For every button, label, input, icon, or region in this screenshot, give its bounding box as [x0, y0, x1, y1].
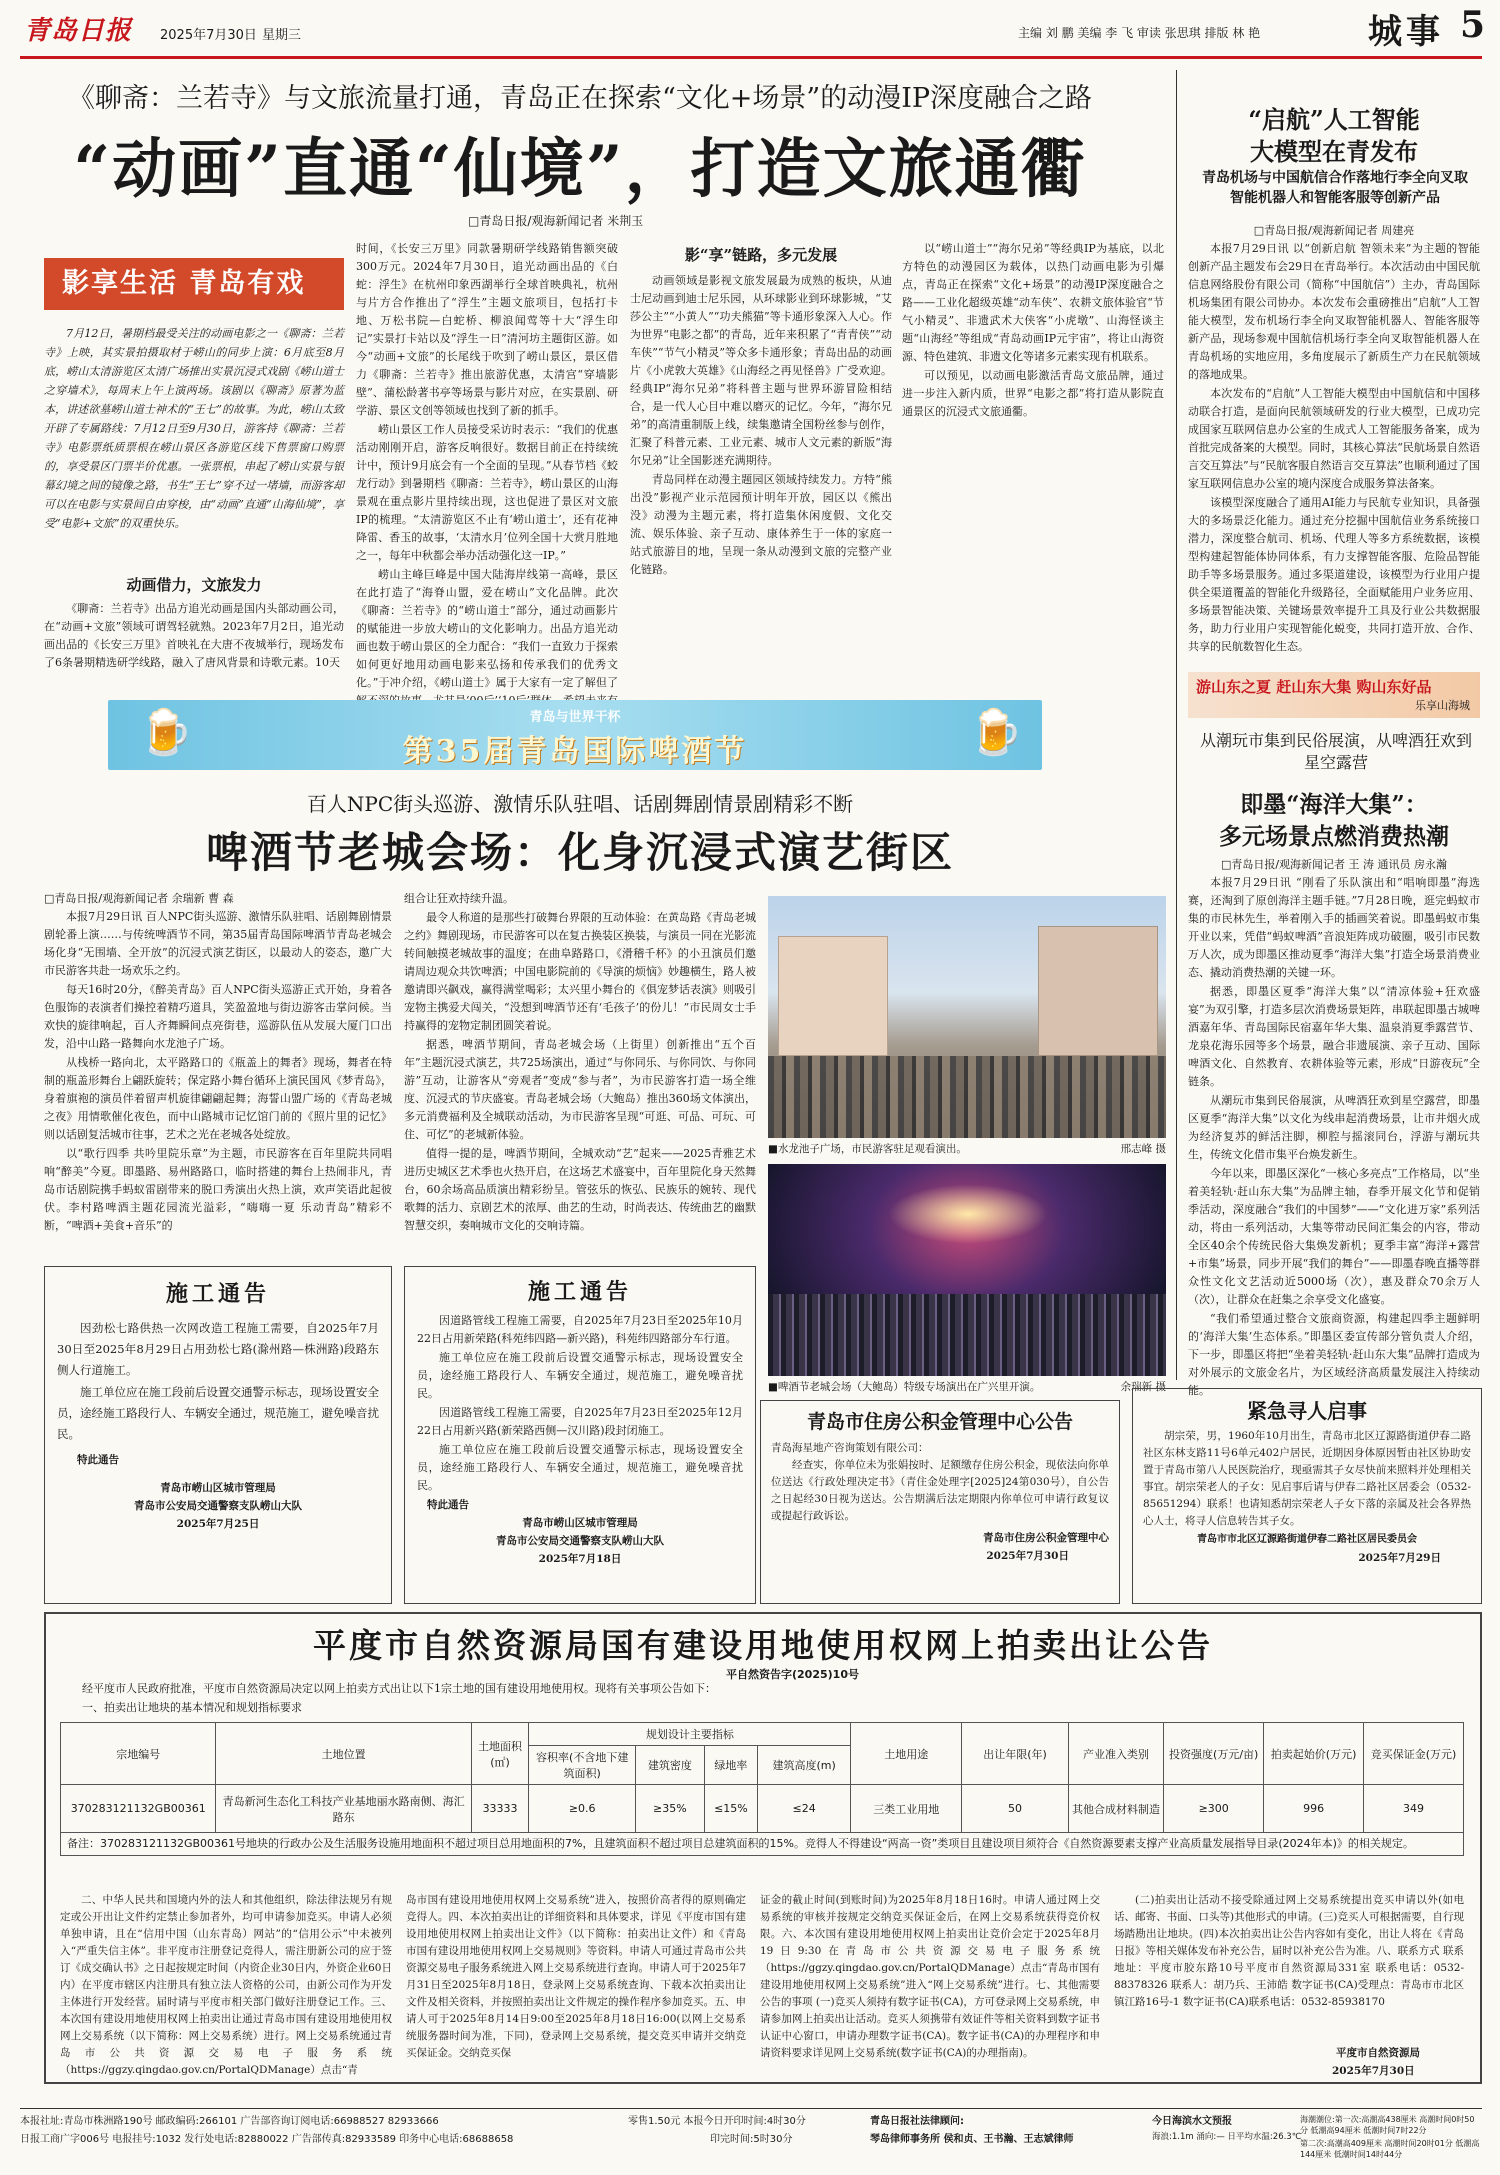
th-far: 容积率(不含地下建筑面积)	[529, 1746, 636, 1785]
lead-sub1: 动画借力，文旅发力	[126, 576, 262, 594]
notice-2-org1: 青岛市崂山区城市管理局	[522, 1517, 638, 1529]
beer-kicker: 百人NPC街头巡游、激情乐队驻唱、话剧舞剧情景剧精彩不断	[306, 792, 854, 816]
ai-byline: □青岛日报/观海新闻记者 周建亮	[1253, 224, 1415, 237]
td-use: 三类工业用地	[851, 1785, 962, 1833]
lead-p4: 崂山主峰巨峰是中国大陆海岸线第一高峰，景区在此打造了“海脊山盟，爱在崂山”文化品牌。此次《聊斋：兰若寺》的“崂山道士”部分，通过动画影片的赋能进一步放大崂山的文化影响力。出品方追光动画也数于崂山景区的全力配合：“我们一直致力于探索如何更好地用动画电影来弘扬和传承我们的优秀文化。”于冲介绍，《崂山道士》属于大家有一定了解但了	[356, 568, 618, 689]
market-headline-2: 多元场景点燃消费热潮	[1219, 823, 1449, 850]
beer-banner	[108, 700, 1042, 770]
lead-intro-text: 7月12日，暑期档最受关注的动画电影之一《聊斋：兰若寺》上映，其实景拍摄取材于崂山的同步上演：6月底至8月底，崂山太清游览区太清广场推出实景沉浸式戏剧《崂山道士之穿墙术》，每周末上午上演两场。该剧以《聊斋》原著为蓝本，讲述欲墓崂山道士神术的“王七”的故事。为此，崂山太致开辟了专属路线：7月12日至9月30日，游客持《聊斋：兰若寺》电影票纸质票根在崂山景区各游览区线下售票窗口购票的，享受景区门票半价优惠。一张票根，串起了崂山实景与银幕幻境之间的镜像之路，书生“王七”穿不过一堵墙，而游客却可以在电影与实景间自由穿梭，由“动画”直通“山海仙境”，享受“电影+文旅”的双重快乐。	[44, 327, 344, 530]
th-invest: 投资强度(万元/亩)	[1164, 1723, 1264, 1785]
th-industry: 产业准入类别	[1068, 1723, 1163, 1785]
lead-col3	[630, 240, 892, 700]
td-deposit: 349	[1364, 1785, 1464, 1833]
beer-p7: 据悉，啤酒节期间，青岛老城会场（上街里）创新推出“五个百年”主题沉浸式演艺，共725场演出，通过“与你同乐、与你同饮、与你同游”互动，让游客从“旁观者”变成“参与者”，为市民游客打造一场全维度、沉浸式的节庆盛宴。青岛老城会场（大鲍岛）推出360场文体演出，多元消费福利及全城联动活动，为市民游客呈现“可逛、可品、可玩、可住、可忆”的老城新体验。	[404, 1038, 756, 1141]
beer-headline: 啤酒节老城会场：化身沉浸式演艺街区	[205, 828, 954, 877]
notice-construction-2	[404, 1266, 756, 1604]
th-code: 宗地编号	[61, 1723, 216, 1785]
lead-p1: 《聊斋：兰若寺》出品方追光动画是国内头部动画公司，在“动画+文旅”领域可谓驾轻就熟。2023年7月2日，追光动画出品的《长安三万里》首映礼在大唐不夜城举行，现场发布了6条暑期精选研学线路，融入了唐风背景和诗歌元素。10天	[44, 602, 344, 669]
masthead-logo: 青岛日报	[24, 16, 133, 46]
beer-banner-main: 第35届青岛国际啤酒节	[402, 734, 748, 769]
masthead-weekday: 星期三	[262, 28, 302, 43]
footer-tides-1: 海潮潮位:第一次:高潮高438厘米 高潮时间0时50分 低潮高94厘米 低潮时间7时22分	[1300, 2115, 1475, 2135]
ai-headline-2: 大模型在青发布	[1250, 137, 1418, 166]
notice-3-body	[771, 1440, 1109, 1525]
notice-2-body	[417, 1312, 743, 1495]
footer-pr-2: 琴岛律师事务所 侯和贞、王书瀚、王志斌律师	[870, 2134, 1074, 2145]
auction-number: 平自然资告字(2025)10号	[726, 1668, 859, 1681]
ai-headline-1: “启航”人工智能	[1248, 105, 1420, 134]
auction-intro-text: 经平度市人民政府批准，平度市自然资源局决定以网上拍卖方式出让以下1宗土地的国有建设用地使用权。现将有关事项公告如下：	[82, 1682, 716, 1695]
shandong-banner-text: 游山东之夏 赶山东大集 购山东好品	[1196, 678, 1432, 696]
beer-byline: □青岛日报/观海新闻记者 余瑞新 曹 森	[44, 892, 234, 905]
notice-4-date: 2025年7月29日	[1358, 1552, 1441, 1564]
footer-mid-2: 印完时间:5时30分	[710, 2134, 793, 2145]
auction-col3	[760, 1892, 1100, 2080]
th-start: 拍卖起始价(万元)	[1264, 1723, 1364, 1785]
notice-2-p3: 因道路管线工程施工需要，自2025年7月23日至2025年12月22日占用新兴路(新荣路西侧—汉川路)段封闭施工。	[417, 1406, 743, 1437]
beer-p8: 值得一提的是，啤酒节期间，全城欢动“艺”起来——2025青雅艺术进历史城区艺术季也火热开启，在这场艺术盛宴中，百年里院化身天然舞台，60余场高品质演出精彩纷呈。管弦乐的恢弘、民族乐的婉转、现代歌舞的活力、京剧艺术的浓厚、曲艺的生动，时尚表达、传统曲艺的幽默智慧交织，奏响城市文化的交响诗篇。	[404, 1147, 756, 1232]
th-loc: 土地位置	[216, 1723, 471, 1785]
notice-1-label: 特此通告	[77, 1454, 119, 1466]
right-column-divider	[1176, 70, 1177, 1380]
shandong-banner-sub: 乐享山海城	[1415, 699, 1470, 712]
market-p5: “我们希望通过整合文旅商资源，构建起四季主题鲜明的‘海洋大集’生态体系。”即墨区委宣传部分管负责人介绍，下一步，即墨区将把“坐着美轻轨·赶山东大集”品牌打造成为对外展示的文旅金名片，为区域经济高质量发展注入持续动能。	[1188, 1312, 1480, 1397]
ai-p2: 本次发布的“启航”人工智能大模型由中国航信和中国移动联合打造，是面向民航领域研发的行业大模型，已成功完成国家互联网信息办公室的生成式人工智能服务备案，成为首批完成备案的大模型。同时，其核心算法“民航场景自然语言交互算法”与“民航客服自然语言交互算法”也顺利通过了国家互联网信息办公室的境内深度合成服务算法备案。	[1188, 387, 1480, 490]
lead-col1	[44, 600, 344, 696]
lead-kicker: 《聊斋：兰若寺》与文旅流量打通，青岛正在探索“文化+场景”的动漫IP深度融合之路	[67, 83, 1093, 114]
market-byline: □青岛日报/观海新闻记者 王 涛 通讯员 房永瀚	[1220, 858, 1448, 871]
auction-intro	[60, 1680, 1460, 1717]
th-area: 土地面积(㎡)	[471, 1723, 529, 1785]
footer-left-1: 本报社址:青岛市株洲路190号 邮政编码:266101 广告部咨询订阅电话:66988527 82933666	[20, 2116, 439, 2127]
notice-4-title: 紧急寻人启事	[1247, 1399, 1367, 1423]
notice-2-p4: 施工单位应在施工段前后设置交通警示标志，现场设置安全员，途经施工路段行人、车辆安全通过，规范施工，避免噪音扰民。	[417, 1443, 743, 1492]
beer-photo-2-caption	[768, 1380, 1166, 1395]
td-code: 370283121132GB00361	[61, 1785, 216, 1833]
beer-photo-1-caption	[768, 1142, 1166, 1157]
td-height: ≤24	[758, 1785, 851, 1833]
beer-p2: 每天16时20分，《醉美青岛》百人NPC街头巡游正式开始，身着各色服饰的表演者们操控着精巧道具，笑盈盈地与街边游客击掌问候。当欢快的旋律响起，百人齐舞瞬间点亮街巷，巡游队伍从发展大厦门口出发，沿中山路一路舞向水龙池子广场。	[44, 983, 392, 1050]
auction-table-wrap	[60, 1722, 1464, 1856]
auction-org: 平度市自然资源局	[1336, 2047, 1420, 2059]
td-density: ≥35%	[635, 1785, 704, 1833]
notice-1-p2: 施工单位应在施工段前后设置交通警示标志，现场设置安全员，途经施工路段行人、车辆安全通过，规范施工，避免噪音扰民。	[57, 1385, 379, 1441]
market-headline-1: 即墨“海洋大集”：	[1240, 791, 1428, 818]
notice-4-body	[1143, 1428, 1471, 1530]
beer-p1: 本报7月29日讯 百人NPC街头巡游、激情乐队驻唱、话剧舞剧情景剧轮番上演……与传统啤酒节不同，第35届青岛国际啤酒节青岛老城会场化身“无围墙、全开放”的沉浸式演艺街区，以最动人的姿态，邀广大市民游客共赴一场欢乐之约。	[44, 910, 392, 977]
td-years: 50	[962, 1785, 1069, 1833]
lead-p8: 可以预见，以动画电影激活青岛文旅品牌，通过进一步注入新内质，世界“电影之都”将打造从影院直通景区的沉浸式文旅通衢。	[902, 369, 1164, 418]
td-start: 996	[1264, 1785, 1364, 1833]
beer-col1	[44, 890, 392, 1256]
notice-3-p1: 经查实，你单位未为张娟按时、足额缴存住房公积金，现依法向你单位送达《行政处理决定书》（青住金处理字[2025]24第030号），自公告之日起经30日视为送达。公告期满后法定期限内你单位可申请行政复议或提起行政诉讼。	[771, 1459, 1109, 1522]
crowd	[768, 1056, 1166, 1138]
masthead-rule	[20, 56, 1482, 59]
notice-missing-person	[1132, 1388, 1482, 1604]
beer-p5: 组合让狂欢持续升温。	[404, 892, 514, 905]
notice-1-org2: 青岛市公安局交通警察支队崂山大队	[134, 1500, 302, 1512]
beer-p6: 最令人称道的是那些打破舞台界限的互动体验：在黄岛路《青岛老城之约》舞剧现场，市民游客可以在复古换装区换装，与演员一同在光影流转间触摸老城故事的温度；在曲阜路路口，《滑稽千杯》的小丑演员们邀请周边观众共饮啤酒；中国电影院前的《导演的烦恼》妙趣横生，路人被邀请即兴飙戏，赢得满堂喝彩；太兴里小舞台的《俱宠梦话表演》则吸引宠物主携爱犬闯关，“没想到啤酒节还有‘毛孩子’的份儿！”市民周女士手持赢得的宠物定制团圆笑着说。	[404, 911, 756, 1032]
shandong-banner	[1188, 672, 1480, 718]
footer-rule	[20, 2108, 1482, 2109]
auction-date: 2025年7月30日	[1332, 2065, 1415, 2077]
footer-pr-1: 青岛日报社法律顾问:	[870, 2116, 964, 2127]
lead-p7: 以“崂山道士”“海尔兄弟”等经典IP为基底，以北方特色的动漫园区为载体，以热门动画电影为引爆点，青岛正在探索“文化+场景”的动漫IP深度融合之路——工业化超级英雄“动车侠”、农耕文旅体验官“节气小精灵”、非遗武术大侠客“小虎墩”、山海怪谈主题“山海经”等组成“青岛动画IP元宇宙”，将让山海资源、特色建筑、非遗文化等诸多元素实现有机联系。	[902, 242, 1164, 363]
ai-p3: 该模型深度融合了通用AI能力与民航专业知识，具备强大的多场景泛化能力。通过充分挖掘中国航信业务系统接口潜力，深度整合航司、机场、代理人等多方系统数据，该模型构建起智能体协同体系，有力支撑智能客服、危险品智能助手等多场景服务。通过多渠道建设，该模型为行业用户提供全渠道覆盖的智能化升级路径，全面赋能用户业务应用、多场景智能决策、关键场景效率提升工具及行业公共数据服务，助力行业用户实现智能化蜕变，共同打造开放、合作、共享的民航数智化生态。	[1188, 496, 1480, 653]
table-row	[61, 1785, 1464, 1833]
market-p1: 本报7月29日讯 “刚看了乐队演出和“唱响即墨”海选赛，还淘到了原创海洋主题手链。”7月28日晚，逛完蚂蚁市集的市民林先生，举着刚入手的插画笑着说。即墨蚂蚁市集开业以来，凭借“蚂蚁啤酒”音浪矩阵成功破圈，吸引市民数万人次，成为即墨区推动夏季“海洋大集”打造全场景消费业态、撬动消费热潮的关键一环。	[1188, 876, 1480, 979]
building-left	[778, 936, 888, 1056]
beer-col2	[404, 890, 756, 1256]
th-years: 出让年限(年)	[962, 1723, 1069, 1785]
footer-weather-title: 今日海滨水文预报	[1152, 2116, 1232, 2127]
lead-headline: “动画”直通“仙境”，打造文旅通衢	[73, 132, 1087, 207]
notice-4-org: 青岛市市北区辽源路街道伊春二路社区居民委员会	[1197, 1534, 1417, 1545]
stage-lights	[888, 1184, 1048, 1244]
beer-photo-1	[768, 896, 1166, 1138]
td-invest: ≥300	[1164, 1785, 1264, 1833]
notice-1-body	[57, 1318, 379, 1445]
td-industry: 其他合成材料制造	[1068, 1785, 1163, 1833]
auction-table	[60, 1722, 1464, 1856]
lead-p6: 青岛同样在动漫主题园区领域持续发力。方特“熊出没”影视产业示范园预计明年开放，园区以《熊出没》动漫为主题元素，将打造集休闲度假、文化交流、娱乐体验、亲子互动、康体养生于一体的家庭一站式旅游目的地，呈现一条从动漫到文旅的完整产业化链路。	[630, 473, 892, 576]
notice-2-p1: 因道路管线工程施工需要，自2025年7月23日至2025年10月22日占用新荣路(科苑纬四路—新兴路)，科苑纬四路部分车行道。	[417, 1314, 743, 1345]
lead-intro	[44, 324, 344, 564]
page-number: 5	[1460, 4, 1486, 46]
td-green: ≤15%	[704, 1785, 757, 1833]
beer-p3: 从栈桥一路向北，太平路路口的《瓶盖上的舞者》现场，舞者在特制的瓶盖形舞台上翩跃旋转；保定路小舞台循环上演民国风《梦青岛》，身着旗袍的演员伴着留声机旋律翩翩起舞；海誓山盟广场的《青岛老城之夜》用情歌催化夜色，而中山路城市记忆馆门前的《照片里的记忆》则以话剧复活城市往事，艺术之光在老城各处绽放。	[44, 1056, 392, 1141]
auction-sec1: 一、拍卖出让地块的基本情况和规划指标要求	[82, 1701, 302, 1714]
ai-p1: 本报7月29日讯 以“创新启航 智领未来”为主题的智能创新产品主题发布会29日在青岛举行。本次活动由中国民航信息网络股份有限公司（简称“中国航信”）主办，青岛国际机场集团有限公司协办。本次发布会重磅推出“启航”人工智能大模型，发布机场行李全向叉取智能机器人、智能客服等新产品，现场参观中国航信机场行李全向叉取智能机器人在青岛机场的实地应用，多角度展示了新质生产力在民航领域的落地成果。	[1188, 242, 1480, 381]
ai-body	[1188, 240, 1480, 664]
beer-photo-2-caption-text: ■啤酒节老城会场（大鲍岛）特级专场演出在广兴里开演。	[768, 1381, 1041, 1393]
masthead-date: 2025年7月30日	[160, 28, 257, 43]
column-label-text: 影享生活 青岛有戏	[62, 268, 306, 299]
market-p2: 据悉，即墨区夏季“海洋大集”以“清凉体验+狂欢盛宴”为双引擎，打造多层次消费场景矩阵，串联起即墨古城啤酒嘉年华、青岛国际民宿嘉年华大集、温泉消夏季露营节、龙泉花海乐园等多个场景，融合非遗展演、亲子互动、国际啤酒文化、自然教育、农耕体验等元素，形成“日游夜玩”全链条。	[1188, 985, 1480, 1088]
th-height: 建筑高度(m)	[758, 1746, 851, 1785]
auction-c3: 证金的截止时间(到账时间)为2025年8月18日16时。申请人通过网上交易系统的审核并按规定交纳竞买保证金后，在网上交易系统获得竞价权限。六、本次国有建设用地使用权网上拍卖出让竞价会定于2025年8月19日9:30在青岛市公共资源交易电子服务系统（https://ggzy.qingdao.gov.cn/PortalQDManage）点击“青岛市国有建设用地使用权网上交易系统”进入“网上交易系统”进行。七、其他需要公告的事项 (一)竞买人须持有数字证书(CA)，方可登录网上交易系统，申请参加网上拍卖出让活动。竞买人须携带有效证件等相关资料到数字证书认证中心窗口，申请办理数字证书(CA)。数字证书(CA)的办理程序和申请资料要求详见网上交易系统(数字证书(CA)的办理指南)。	[760, 1894, 1100, 2059]
notice-3-date: 2025年7月30日	[986, 1550, 1069, 1562]
footer-left-2: 日报工商广字006号 电报挂号:1032 发行处电话:82880022 广告部传真:82933589 印务中心电话:68688658	[20, 2134, 514, 2145]
notice-3-title: 青岛市住房公积金管理中心公告	[806, 1411, 1073, 1433]
ai-subhead: 青岛机场与中国航信合作落地行李全向叉取智能机器人和智能客服等创新产品	[1202, 170, 1468, 206]
td-loc: 青岛新河生态化工科技产业基地丽水路南侧、海汇路东	[216, 1785, 471, 1833]
lead-col4	[902, 240, 1164, 700]
beer-p4: 以“歌行四季 共吟里院乐章”为主题，市民游客在百年里院共同唱响“醉美”今夏。即墨路、易州路路口，临时搭建的舞台上热闹非凡，青岛市话剧院携手蚂蚁雷剧带来的脱口秀演出火热上演，欢声笑语此起彼伏。李村路啤酒主题花园流光溢彩，“嗨嗨一夏 乐动青岛”精彩不断，“啤酒+美食+音乐”的	[44, 1147, 392, 1232]
th-density: 建筑密度	[635, 1746, 704, 1785]
lead-byline: □青岛日报/观海新闻记者 米荆玉	[468, 214, 644, 228]
beer-photo-2-credit: 余瑞新 摄	[1120, 1381, 1166, 1393]
notice-3-to: 青岛海星地产咨询策划有限公司：	[771, 1442, 929, 1454]
auction-title: 平度市自然资源局国有建设用地使用权网上拍卖出让公告	[313, 1626, 1213, 1665]
footer-weather: 海浪:1.1m 涌向:— 日平均水温:26.3℃	[1152, 2132, 1302, 2142]
beer-banner-top: 青岛与世界干杯	[529, 710, 621, 725]
lead-sub2: 影“享”链路，多元发展	[684, 246, 838, 264]
notice-4-p1: 胡宗荣，男，1960年10月出生，青岛市北区辽源路街道伊春二路社区东林支路11号6单元402户居民，近期因身体原因暂由社区协助安置于青岛市第八人民医院治疗，现亟需其子女尽快前来照料并处理相关事宜。胡宗荣老人的子女：见启事后请与伊春二路社区居委会（0532-85651294）联系！也请知悉胡宗荣老人子女下落的亲属及社会各界热心人士，将寻人信息转告其子女。	[1143, 1430, 1471, 1527]
lead-p5: 动画领域是影视文旅发展最为成熟的板块，从迪士尼动画到迪士尼乐园，从环球影业到环球影城，“艾莎公主”“小黄人”“功夫熊猫”等卡通形象深入人心。作为世界“电影之都”的青岛，近年来积累了“青青侠”“动车侠”“节气小精灵”等众多卡通形象；青岛出品的动画片《小虎敦大英雄》《山海经之再见怪兽》广受欢迎。经典IP“海尔兄弟”将科普主题与世界环游冒险相结合，是一代人心目中难以磨灭的记忆。今年，“海尔兄弟”的高清重制版上线，续集邀请全国粉丝参与创作，汇聚了科普元素、工业元素、城市人文元素的新版“海尔兄弟”让全国影迷充满期待。	[630, 274, 892, 467]
notice-housing-fund	[760, 1400, 1120, 1604]
market-p3: 从潮玩市集到民俗展演，从啤酒狂欢到星空露营，即墨区夏季“海洋大集”以文化为线串起消费场景，让市井烟火成为经济复苏的鲜活注脚，柳腔与摇滚同台，浮游与潮玩共生，传统文化借市集平台焕发新生。	[1188, 1094, 1480, 1161]
notice-2-title: 施工通告	[527, 1279, 632, 1305]
auction-notice	[44, 1612, 1482, 2084]
masthead	[0, 0, 1500, 56]
notice-2-p2: 施工单位应在施工段前后设置交通警示标志，现场设置安全员，途经施工路段行人、车辆安全通过，规范施工，避免噪音扰民。	[417, 1351, 743, 1400]
auction-col4	[1114, 1892, 1464, 2042]
td-area: 33333	[471, 1785, 529, 1833]
notice-1-org1: 青岛市崂山区城市管理局	[160, 1482, 276, 1494]
beer-photo-2	[768, 1164, 1166, 1376]
market-kicker: 从潮玩市集到民俗展演，从啤酒狂欢到星空露营	[1199, 731, 1472, 772]
notice-1-title: 施工通告	[165, 1281, 270, 1307]
auction-col2	[406, 1892, 746, 2080]
beer-mug-icon: 🍺	[138, 707, 193, 758]
lead-p2: 时间，《长安三万里》同款暑期研学线路销售额突破300万元。2024年7月30日，追光动画出品的《白蛇：浮生》在杭州印象西湖举行全球首映典礼，杭州与片方合作推出了“浮生”主题文旅项目，包括打卡地、万松书院—白蛇桥、柳浪闻莺等十大“浮生印记”实景打卡站以及“浮生一日”清河坊主题街区游。如今“动画+文旅”的长尾线于吹到了崂山景区，景区借力《聊斋：兰若寺》推出旅游优惠，太清宫“穿墙影壁”、蒲松龄著书亭等场景与影片对应，在实景剧、研学游、景区文创等领域也找到了新的抓手。	[356, 242, 618, 417]
lead-col2	[356, 240, 618, 700]
beer-photo-1-credit: 邢志峰 摄	[1120, 1143, 1166, 1155]
td-note: 备注：370283121132GB00361号地块的行政办公及生活服务设施用地面积不超过项目总用地面积的7%，且建筑面积不超过项目总建筑面积的15%。竞得人不得建设“两高一资”类项目且建设项目须符合《自然资源要素支撑产业高质量发展指导目录(2024年本)》的相关规定。	[61, 1833, 1464, 1856]
th-green: 绿地率	[704, 1746, 757, 1785]
masthead-editors: 主编 刘 鹏 美编 李 飞 审读 张思琪 排版 林 艳	[1018, 26, 1261, 40]
beer-mug-icon-right: 🍺	[968, 707, 1023, 758]
lead-p3: 崂山景区工作人员接受采访时表示：“我们的优惠活动刚刚开启，游客反响很好。数据目前正在持续统计中，预计9月底会有一个全面的呈现。”从春节档《蛟龙行动》到暑期档《聊斋：兰若寺》，崂山景区的山海景观在重点影片里持续出现，这也促进了景区对文旅IP的梳理。“太清游览区不止有‘崂山道士’，还有花神降雷、香玉的故事，‘太清水月’位列全国十大赏月胜地之一，每年中秋都会举办活动强化这一IP。”	[356, 423, 618, 562]
section-name: 城事	[1368, 12, 1444, 52]
auction-c1: 二、中华人民共和国境内外的法人和其他组织，除法律法规另有规定或公开出让文件约定禁止参加者外，均可申请参加竞买。申请人必须单独申请，且在“信用中国（山东青岛）网站”的“信用公示”中未被列入“严重失信主体”。非平度市注册登记竞得人，需注册新公司的应于签订《成交确认书》之日起按规定时间（内资企业30日内，外资企业60日内）在平度市辖区内注册具有独立法人资格的公司，由新公司作为开发主体进行开发经营。届时请与平度市相关部门做好注册登记工作。三、本次国有建设用地使用权网上拍卖出让通过青岛市国有建设用地使用权网上交易系统（以下简称：网上交易系统）进行。网上交易系统通过青岛市公共资源交易电子服务系统（https://ggzy.qingdao.gov.cn/PortalQDManage）点击“青	[60, 1894, 392, 2076]
notice-construction-1	[44, 1266, 392, 1604]
market-body	[1188, 874, 1480, 1397]
th-plan: 规划设计主要指标	[529, 1723, 851, 1746]
td-far: ≥0.6	[529, 1785, 636, 1833]
audience	[768, 1294, 1166, 1376]
auction-col1	[60, 1892, 392, 2080]
market-p4: 今年以来，即墨区深化“一核心多亮点”工作格局，以“坐着美轻轨·赶山东大集”为品牌主轴，春季开展文化节和促销季活动，深度融合“我们的中国梦”——“文化进万家”系列活动，将由一系列活动，大集等带动民间汇集会的内容，带动全区40余个传统民俗大集焕发新机；夏季丰富“海洋+露营+市集”场景，同步开展“我们的舞台”——即墨春晚直播等群众性文化文艺活动近5000场（次），惠及群众70余万人（次），让群众在赶集之余享受文化盛宴。	[1188, 1167, 1480, 1306]
th-use: 土地用途	[851, 1723, 962, 1785]
notice-2-date: 2025年7月18日	[538, 1553, 622, 1565]
auction-c2: 岛市国有建设用地使用权网上交易系统”进入，按照价高者得的原则确定竞得人。四、本次拍卖出让的详细资料和具体要求，详见《平度市国有建设用地使用权网上拍卖出让文件》（以下简称：拍卖出让文件）和《青岛市国有建设用地使用权网上交易规则》等资料。申请人可通过青岛市公共资源交易电子服务系统进入网上交易系统进行查询。申请人可于2025年7月31日至2025年8月18日，登录网上交易系统查询、下载本次拍卖出让文件及相关资料，并按照拍卖出让文件规定的操作程序参加竞买。五、申请人可于2025年8月14日9:00至2025年8月18日16:00(以网上交易系统服务器时间为准，下同)，登录网上交易系统，提交竞买申请并交纳竞买保证金。交纳竞买保	[406, 1894, 746, 2059]
notice-1-p1: 因劲松七路供热一次网改造工程施工需要，自2025年7月30日至2025年8月29日占用劲松七路(滁州路—株洲路)段路东侧人行道施工。	[57, 1321, 379, 1377]
building-right	[1038, 926, 1158, 1056]
footer	[20, 2114, 1482, 2170]
auction-c4: (二)拍卖出让活动不接受除通过网上交易系统提出竞买申请以外(如电话、邮寄、书面、口头等)其他形式的申请。(三)竞买人可根据需要，自行现场踏勘出让地块。(四)本次拍卖出让公告内容如有变化，出让人将在《青岛日报》等相关媒体发布补充公告，届时以补充公告为准。八、联系方式 联系地址：平度市胶东路10号平度市自然资源局331室 联系电话：0532-88378326 联系人：胡乃兵、王沛皓 数字证书(CA)受理点：青岛市市北区镇江路16号-1 数字证书(CA)联系电话：0532-85938170	[1114, 1894, 1464, 2008]
column-label	[44, 258, 344, 310]
notice-2-org2: 青岛市公安局交通警察支队崂山大队	[496, 1535, 664, 1547]
notice-3-org: 青岛市住房公积金管理中心	[983, 1532, 1109, 1544]
beer-photo-1-caption-text: ■水龙池子广场，市民游客驻足观看演出。	[768, 1143, 967, 1155]
footer-mid-1: 零售1.50元 本报今日开印时间:4时30分	[628, 2116, 806, 2127]
notice-2-label: 特此通告	[427, 1499, 469, 1511]
footer-tides-2: 第二次:高潮高409厘米 高潮时间20时01分 低潮高144厘米 低潮时间14时44分	[1300, 2139, 1480, 2159]
th-deposit: 竞买保证金(万元)	[1364, 1723, 1464, 1785]
notice-1-date: 2025年7月25日	[176, 1518, 260, 1530]
